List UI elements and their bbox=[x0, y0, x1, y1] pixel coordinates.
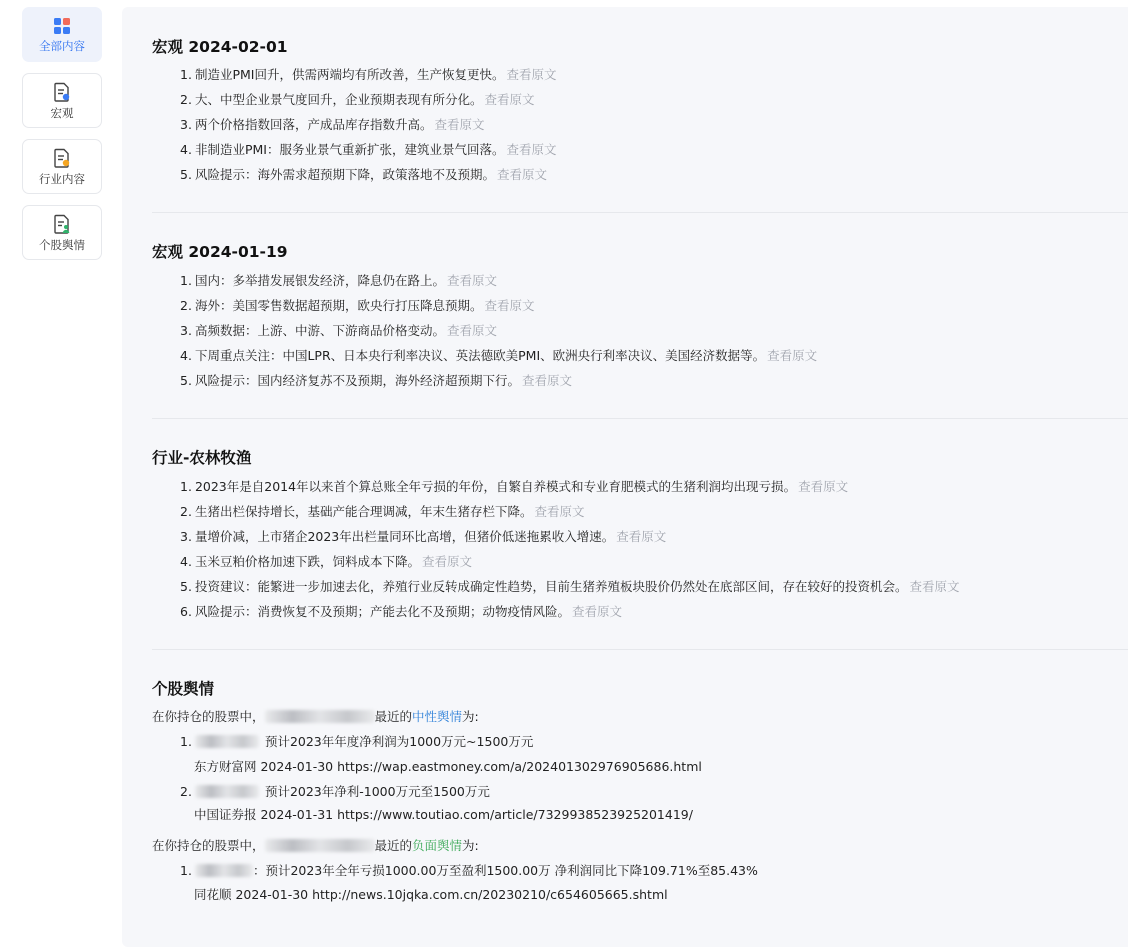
divider bbox=[152, 418, 1128, 419]
list-item: 2. 生猪出栏保持增长，基础产能合理调减，年末生猪存栏下降。 查看原文 bbox=[180, 504, 585, 519]
list-item: 4. 下周重点关注：中国LPR、日本央行利率决议、英法德欧美PMI、欧洲央行利率决议、美国经济数据等。 查看原文 bbox=[180, 348, 818, 363]
list-item: 5. 风险提示：海外需求超预期下降，政策落地不及预期。 查看原文 bbox=[180, 167, 547, 182]
view-original-link[interactable]: 查看原文 bbox=[484, 298, 535, 313]
list-item: 2. 大、中型企业景气度回升，企业预期表现有所分化。 查看原文 bbox=[180, 92, 535, 107]
view-original-link[interactable]: 查看原文 bbox=[521, 373, 572, 388]
view-original-link[interactable]: 查看原文 bbox=[616, 529, 667, 544]
view-original-link[interactable]: 查看原文 bbox=[909, 579, 960, 594]
nav-item-macro[interactable] bbox=[22, 73, 102, 128]
list-item: 1. 预计2023年年度净利润为1000万元~1500万元 bbox=[180, 734, 534, 749]
redacted-stock-name bbox=[265, 839, 375, 852]
view-original-link[interactable]: 查看原文 bbox=[767, 348, 818, 363]
divider bbox=[152, 212, 1128, 213]
list-item: 5. 投资建议：能繁进一步加速去化，养殖行业反转成确定性趋势，目前生猪养殖板块股价仍然处在底部区间，存在较好的投资机会。 查看原文 bbox=[180, 579, 960, 594]
list-item: 5. 风险提示：国内经济复苏不及预期，海外经济超预期下行。 查看原文 bbox=[180, 373, 572, 388]
redacted-stock-name bbox=[195, 735, 259, 748]
list-item: 1. ：预计2023年全年亏损1000.00万至盈利1500.00万 净利润同比下降109.71%至85.43% bbox=[180, 863, 758, 878]
list-item: 4. 玉米豆粕价格加速下跌，饲料成本下降。 查看原文 bbox=[180, 554, 472, 569]
list-item: 1. 2023年是自2014年以来首个算总账全年亏损的年份，自繁自养模式和专业育肥模式的生猪利润均出现亏损。 查看原文 bbox=[180, 479, 849, 494]
negative-intro: 在你持仓的股票中， 最近的负面舆情为: bbox=[152, 838, 479, 853]
section-macro-0201 bbox=[152, 36, 1128, 206]
list-item: 3. 两个价格指数回落，产成品库存指数升高。 查看原文 bbox=[180, 117, 485, 132]
view-original-link[interactable]: 查看原文 bbox=[496, 167, 547, 182]
negative-sentiment-label: 负面舆情 bbox=[412, 838, 463, 853]
list-item: 2. 预计2023年净利-1000万元至1500万元 bbox=[180, 784, 490, 799]
view-original-link[interactable]: 查看原文 bbox=[421, 554, 472, 569]
list-item: 1. 制造业PMI回升，供需两端均有所改善，生产恢复更快。 查看原文 bbox=[180, 67, 557, 82]
document-person-icon bbox=[53, 214, 71, 238]
view-original-link[interactable]: 查看原文 bbox=[534, 504, 585, 519]
nav-item-all[interactable] bbox=[22, 7, 102, 62]
redacted-stock-name bbox=[265, 710, 375, 723]
list-item: 3. 高频数据：上游、中游、下游商品价格变动。 查看原文 bbox=[180, 323, 497, 338]
document-icon bbox=[53, 148, 71, 172]
view-original-link[interactable]: 查看原文 bbox=[434, 117, 485, 132]
list-item: 6. 风险提示：消费恢复不及预期；产能去化不及预期；动物疫情风险。 查看原文 bbox=[180, 604, 622, 619]
nav-label-stock-sentiment: 个股舆情 bbox=[39, 237, 85, 252]
redacted-stock-name bbox=[195, 864, 253, 877]
nav-item-industry[interactable] bbox=[22, 139, 102, 194]
view-original-link[interactable]: 查看原文 bbox=[798, 479, 849, 494]
view-original-link[interactable]: 查看原文 bbox=[506, 142, 557, 157]
neutral-intro: 在你持仓的股票中， 最近的中性舆情为: bbox=[152, 709, 479, 724]
list-item: 4. 非制造业PMI：服务业景气重新扩张，建筑业景气回落。 查看原文 bbox=[180, 142, 557, 157]
nav-item-stock-sentiment[interactable] bbox=[22, 205, 102, 260]
nav-label-industry: 行业内容 bbox=[39, 171, 85, 186]
list-item: 1. 国内：多举措发展银发经济，降息仍在路上。 查看原文 bbox=[180, 273, 497, 288]
view-original-link[interactable]: 查看原文 bbox=[446, 273, 497, 288]
news-source[interactable]: 中国证券报 2024-01-31 https://www.toutiao.com/article/7329938523925201419/ bbox=[194, 807, 693, 822]
list-item: 2. 海外：美国零售数据超预期，欧央行打压降息预期。 查看原文 bbox=[180, 298, 535, 313]
section-macro-0119 bbox=[152, 241, 1128, 411]
section-title: 宏观 2024-01-19 bbox=[152, 243, 288, 261]
grid-icon bbox=[53, 17, 71, 39]
nav-label-all: 全部内容 bbox=[39, 38, 85, 53]
view-original-link[interactable]: 查看原文 bbox=[571, 604, 622, 619]
divider bbox=[152, 649, 1128, 650]
section-title: 宏观 2024-02-01 bbox=[152, 38, 288, 56]
section-industry-agri bbox=[152, 447, 1128, 637]
list-item: 3. 量增价减，上市猪企2023年出栏量同环比高增，但猪价低迷拖累收入增速。 查看原文 bbox=[180, 529, 667, 544]
news-source[interactable]: 同花顺 2024-01-30 http://news.10jqka.com.cn/20230210/c654605665.shtml bbox=[194, 887, 668, 902]
news-source[interactable]: 东方财富网 2024-01-30 https://wap.eastmoney.com/a/202401302976905686.html bbox=[194, 759, 702, 774]
view-original-link[interactable]: 查看原文 bbox=[446, 323, 497, 338]
document-icon bbox=[53, 82, 71, 106]
neutral-sentiment-label: 中性舆情 bbox=[412, 709, 463, 724]
view-original-link[interactable]: 查看原文 bbox=[506, 67, 557, 82]
redacted-stock-name bbox=[195, 785, 259, 798]
nav-label-macro: 宏观 bbox=[50, 105, 74, 120]
section-title: 行业-农林牧渔 bbox=[152, 449, 252, 467]
content-panel bbox=[122, 7, 1128, 947]
section-title: 个股舆情 bbox=[152, 680, 215, 698]
sidebar bbox=[0, 0, 116, 937]
view-original-link[interactable]: 查看原文 bbox=[484, 92, 535, 107]
